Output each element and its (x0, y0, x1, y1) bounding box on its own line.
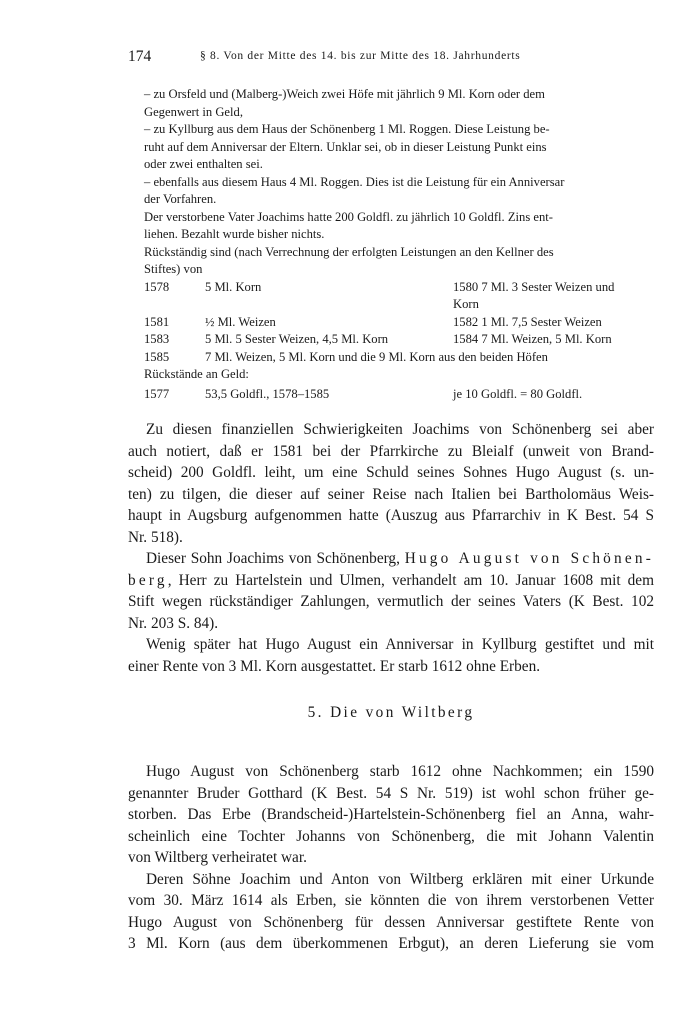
arrears-year: 1582 (453, 314, 479, 329)
excerpt-line: Gegenwert in Geld, (144, 104, 243, 119)
text-segment: , Herr zu Hartelstein und Ulmen, verhandelt am 10. Januar 1608 mit dem (167, 571, 654, 589)
text-line: storben. Das Erbe (Brandscheid-)Hartelstein-Schönenberg fiel an Anna, wahr- (128, 806, 654, 823)
text-line: von Wiltberg verheiratet war. (128, 849, 307, 866)
arrears-item: 5 Ml. Korn (205, 279, 262, 294)
arrears-year: 1578 (144, 279, 170, 294)
text-segment: Dieser Sohn Joachims von Schönenberg, (146, 550, 405, 567)
arrears-year: 1583 (144, 332, 170, 346)
text-line: Wenig später hat Hugo August ein Anniversar in Kyllburg gestiftet und mit (146, 636, 654, 653)
text-line: Nr. 518). (128, 528, 183, 546)
text-line: vom 30. März 1614 als Erben, sie könnten die von ihrem verstorbenen Vetter (128, 892, 654, 909)
excerpt-line: der Vorfahren. (144, 192, 217, 206)
page-number: 174 (128, 48, 152, 65)
text-line: auch notiert, daß er 1581 bei der Pfarrkirche zu Bleialf (unweit von Brand- (128, 442, 654, 460)
text-line: genannter Bruder Gotthard (K Best. 54 S Nr. 519) ist wohl schon früher ge- (128, 784, 654, 802)
text-line: Nr. 203 S. 84). (128, 614, 219, 632)
spaced-name: Hugo August von Schönen- (404, 550, 654, 567)
text-line: ten) zu tilgen, die dieser auf seiner Reise nach Italien bei Bartholomäus Weis- (128, 485, 654, 503)
paragraph (128, 761, 654, 955)
excerpt-line: – zu Kyllburg aus dem Haus der Schönenberg 1 Ml. Roggen. Diese Leistung be- (144, 122, 550, 136)
arrears-entry-right (453, 279, 614, 297)
text-line: Stift wegen rückständiger Zahlungen, vermutlich der seines Vaters (K Best. 102 (128, 593, 654, 610)
excerpt-line: Stiftes) von (144, 262, 203, 276)
money-total: je 10 Goldfl. = 80 Goldfl. (453, 386, 583, 401)
arrears-row (144, 331, 654, 349)
arrears-item: ½ Ml. Weizen (205, 314, 276, 329)
excerpt-line: liehen. Bezahlt wurde bisher nichts. (144, 227, 325, 241)
arrears-item: 1 Ml. 7,5 Sester Weizen (481, 314, 602, 329)
arrears-year: 1584 (453, 332, 479, 346)
arrears-entry-right (453, 314, 602, 332)
arrears-row (144, 349, 654, 367)
arrears-year: 1585 (144, 349, 170, 364)
source-excerpt-block (144, 86, 654, 403)
arrears-item: Korn (453, 297, 479, 311)
arrears-entry-right (453, 331, 612, 349)
excerpt-line: – zu Orsfeld und (Malberg-)Weich zwei Höfe mit jährlich 9 Ml. Korn oder dem (144, 87, 545, 101)
arrears-item: 7 Ml. Weizen, 5 Ml. Korn und die 9 Ml. Korn aus den beiden Höfen (205, 349, 548, 364)
excerpt-line: ruht auf dem Anniversar der Eltern. Unklar sei, ob in dieser Leistung Punkt eins (144, 139, 547, 154)
text-line (128, 548, 654, 570)
text-line: scheinlich eine Tochter Johanns von Schönenberg, die mit Johann Valentin (128, 827, 654, 845)
arrears-item: 7 Ml. Weizen, 5 Ml. Korn (481, 332, 612, 346)
money-year: 1577 (144, 386, 170, 401)
text-line: Hugo August von Schönenberg starb 1612 ohne Nachkommen; ein 1590 (146, 763, 654, 780)
text-line: Zu diesen finanziellen Schwierigkeiten Joachims von Schönenberg sei aber (146, 421, 654, 438)
excerpt-line: – ebenfalls aus diesem Haus 4 Ml. Roggen. Dies ist die Leistung für ein Anniversar (144, 174, 565, 189)
arrears-entry-right (453, 296, 479, 314)
spaced-name: berg (128, 571, 168, 589)
arrears-item: 7 Ml. 3 Sester Weizen und (481, 279, 615, 294)
arrears-row (144, 279, 654, 297)
text-line: einer Rente von 3 Ml. Korn ausgestattet. Er starb 1612 ohne Erben. (128, 657, 541, 675)
text-line: Hugo August von Schönenberg für dessen Anniversar gestiftete Rente von (128, 913, 654, 931)
excerpt-line: Der verstorbene Vater Joachims hatte 200 Goldfl. zu jährlich 10 Goldfl. Zins ent- (144, 209, 553, 224)
paragraph (128, 419, 654, 677)
arrears-year: 1580 (453, 279, 479, 294)
money-item: 53,5 Goldfl., 1578–1585 (205, 386, 330, 401)
text-line: haupt in Augsburg aufgenommen hatte (Auszug aus Pfarrarchiv in K Best. 54 S (128, 507, 654, 524)
running-head: § 8. Von der Mitte des 14. bis zur Mitte des 18. Jahrhunderts (200, 50, 521, 62)
excerpt-line: oder zwei enthalten sei. (144, 157, 263, 171)
arrears-row (144, 314, 654, 332)
arrears-row (144, 296, 654, 314)
text-line: 3 Ml. Korn (aus dem überkommenen Erbgut), an deren Lieferung sie vom (128, 935, 654, 952)
arrears-year: 1581 (144, 314, 170, 329)
arrears-item: 5 Ml. 5 Sester Weizen, 4,5 Ml. Korn (205, 332, 389, 346)
text-line: scheid) 200 Goldfl. leiht, um eine Schuld seines Sohnes Hugo August (s. un- (128, 464, 654, 481)
excerpt-line: Rückständig sind (nach Verrechnung der erfolgten Leistungen an den Kellner des (144, 244, 554, 259)
page-header (128, 48, 654, 68)
money-arrears-row (144, 386, 654, 404)
section-heading: 5. Die von Wiltberg (307, 704, 475, 721)
money-arrears-label: Rückstände an Geld: (144, 367, 249, 381)
text-line (128, 570, 654, 592)
text-line: Deren Söhne Joachim und Anton von Wiltberg erklären mit einer Urkunde (146, 870, 654, 888)
